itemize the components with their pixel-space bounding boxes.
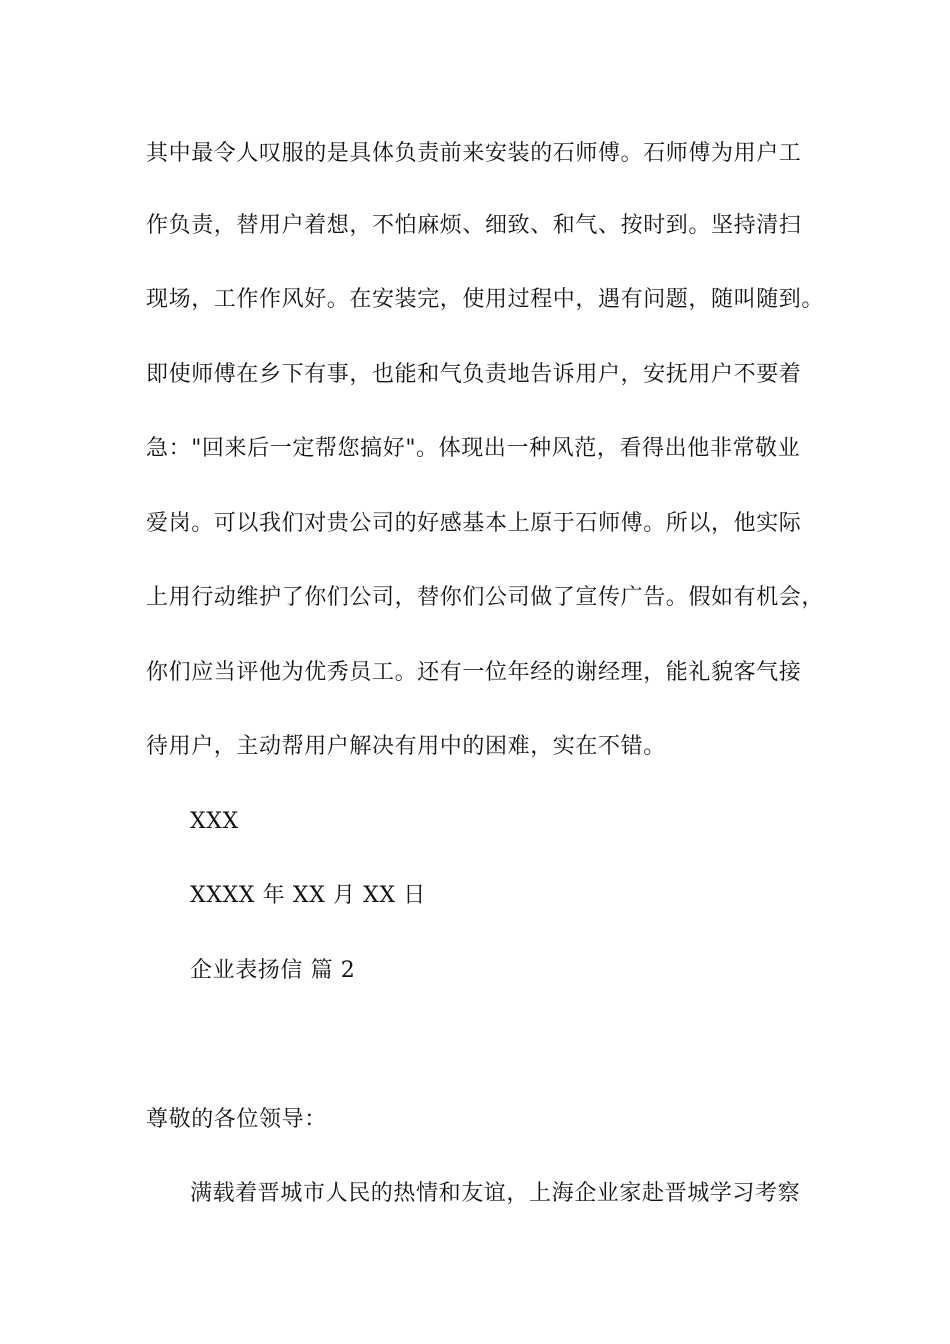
body-line-1: 其中最令人叹服的是具体负责前来安装的石师傅。石师傅为用户工 (146, 141, 802, 166)
salutation: 尊敬的各位领导： (146, 1107, 327, 1132)
body-line-3: 现场，工作作风好。在安装完，使用过程中，遇有问题，随叫随到。 (146, 287, 825, 312)
signature-name: XXX (190, 809, 239, 834)
body-line-9: 待用户，主动帮用户解决有用中的困难，实在不错。 (146, 734, 666, 759)
body-line-4: 即使师傅在乡下有事，也能和气负责地告诉用户，安抚用户不要着 (146, 362, 802, 387)
section-title: 企业表扬信 篇 2 (190, 958, 356, 983)
body-line-2: 作负责，替用户着想，不怕麻烦、细致、和气、按时到。坚持清扫 (146, 213, 802, 238)
signature-date: XXXX 年 XX 月 XX 日 (190, 883, 426, 908)
body-line-7: 上用行动维护了你们公司，替你们公司做了宣传广告。假如有机会， (146, 585, 825, 610)
body2-line-1: 满载着晋城市人民的热情和友谊，上海企业家赴晋城学习考察 (190, 1181, 801, 1206)
body-line-5: 急："回来后一定帮您搞好"。体现出一种风范，看得出他非常敬业 (146, 436, 801, 461)
body-line-8: 你们应当评他为优秀员工。还有一位年经的谢经理，能礼貌客气接 (146, 660, 802, 685)
body-line-6: 爱岗。可以我们对贵公司的好感基本上原于石师傅。所以，他实际 (146, 511, 802, 536)
